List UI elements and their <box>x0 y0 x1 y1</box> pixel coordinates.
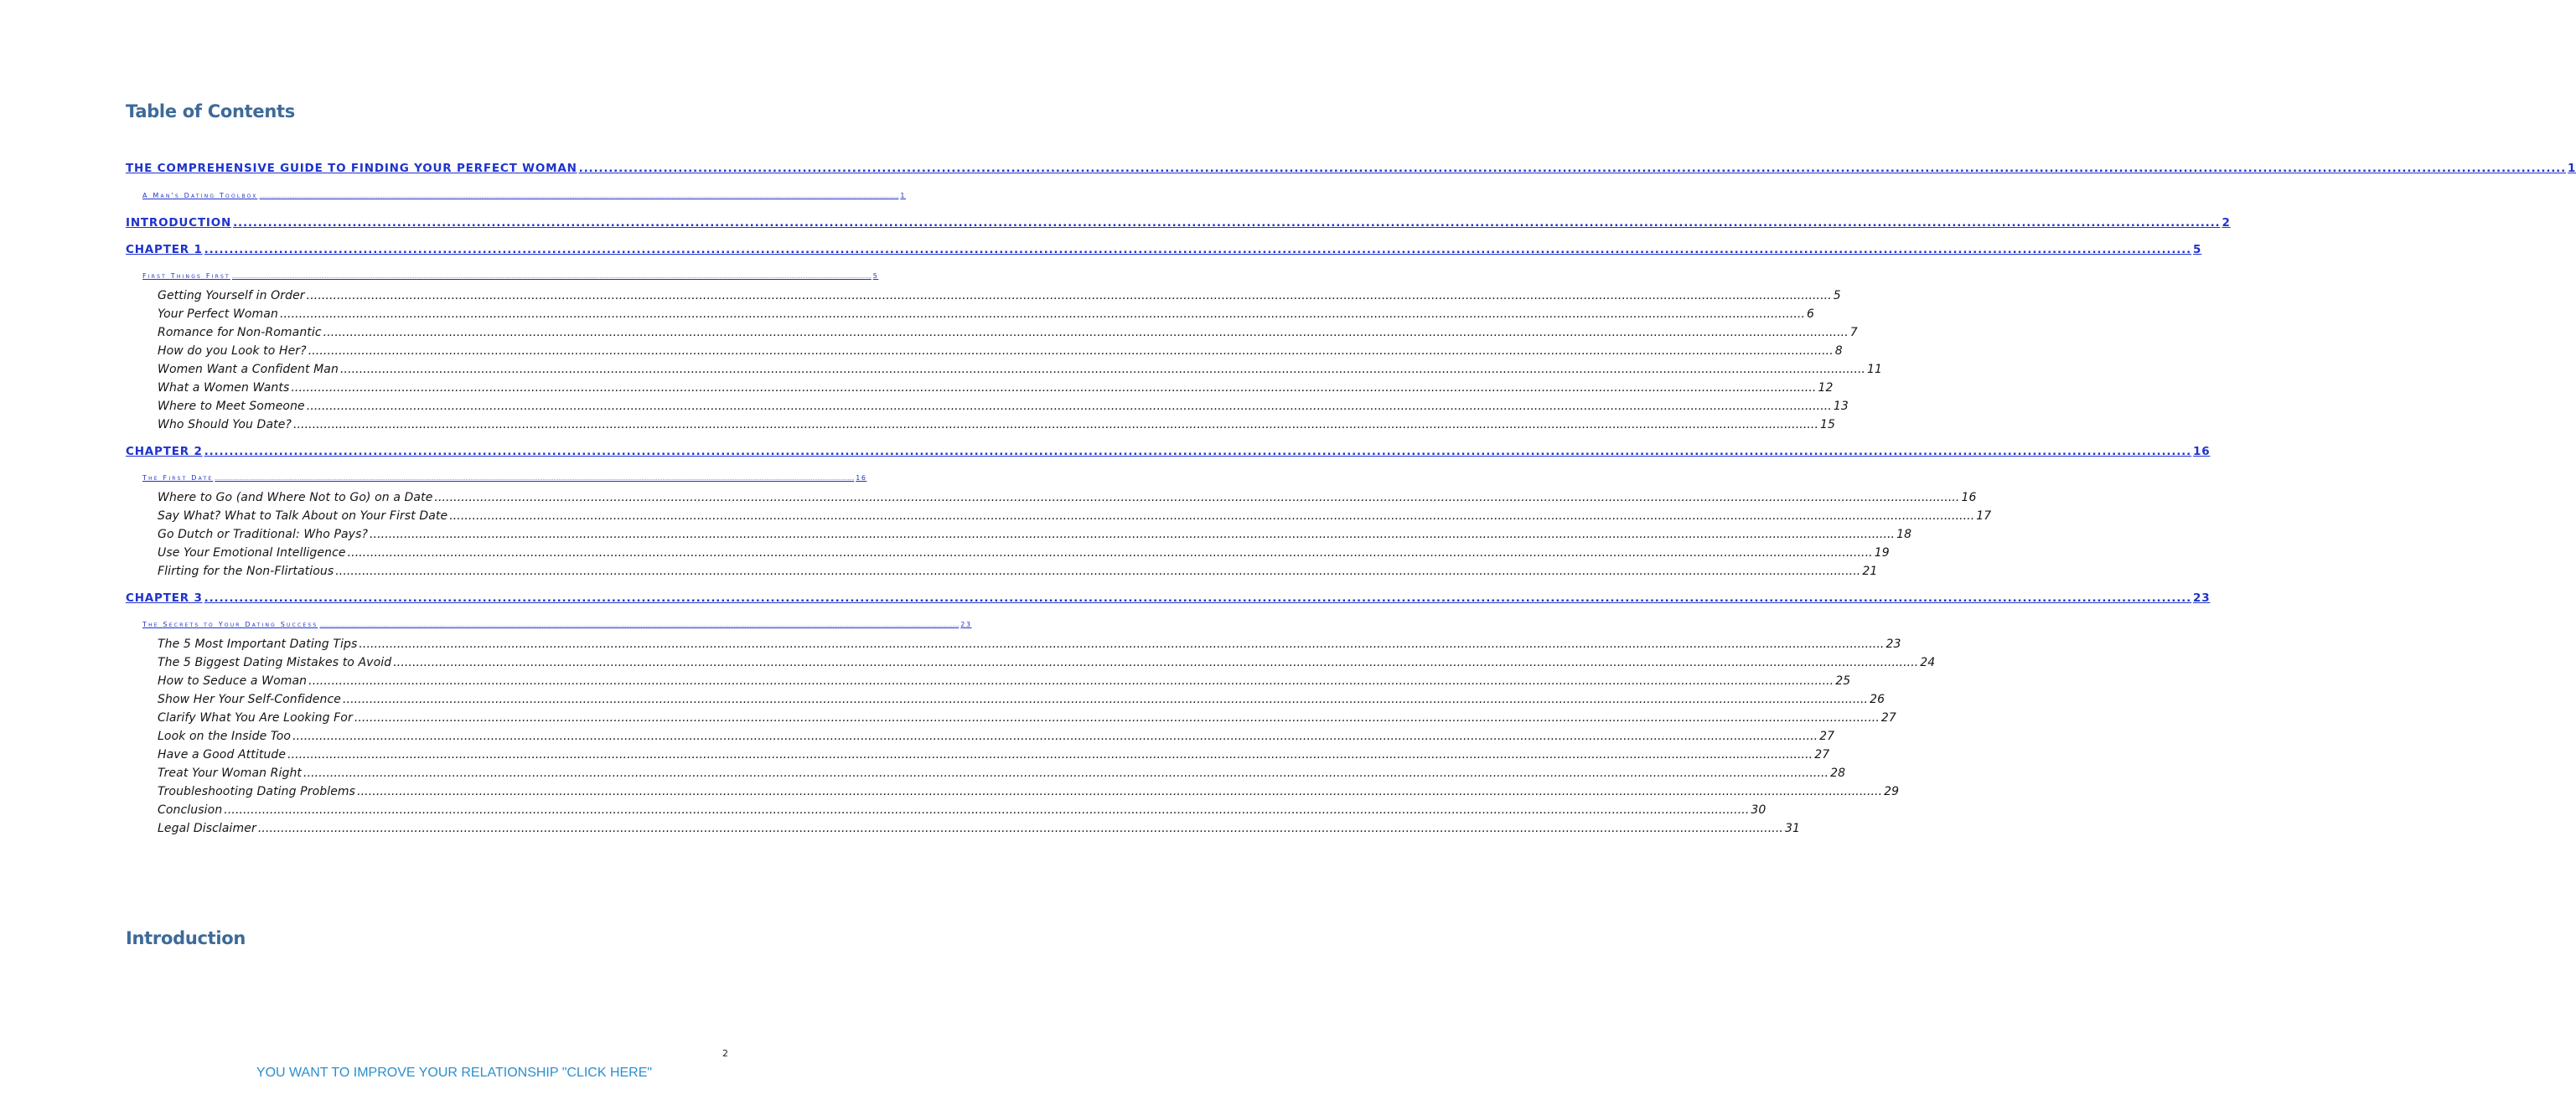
toc-dot-leader: ................................................................................................................................................................................................................................................................................................................................................................................................................ <box>308 674 1834 688</box>
toc-chapter-link[interactable] <box>126 243 2202 261</box>
toc-dot-leader: ................................................................................................................................................................................................................................................................................................................................................................................................................ <box>204 591 2192 605</box>
toc-dot-leader: ................................................................................................................................................................................................................................................................................................................................................................................................................ <box>335 565 1861 578</box>
toc-entry-title: Who Should You Date? <box>158 418 292 431</box>
toc-chapter-link[interactable] <box>126 216 2231 235</box>
toc-entry-page: 21 <box>1862 565 1878 578</box>
toc-subsection-entry <box>158 803 1766 820</box>
toc-entry-title: Show Her Your Self-Confidence <box>158 693 341 706</box>
toc-dot-leader: ................................................................................................................................................................................................................................................................................................................................................................................................................ <box>233 216 2221 230</box>
toc-entry-title: A Man's Dating Toolbox <box>142 192 258 199</box>
toc-subsection-entry <box>158 546 1890 563</box>
toc-entry-page: 7 <box>1849 326 1858 339</box>
toc-entry-page: 13 <box>1833 400 1849 413</box>
toc-section-link[interactable] <box>142 272 879 284</box>
toc-entry-page: 25 <box>1835 674 1851 688</box>
toc-dot-leader: ................................................................................................................................................................................................................................................................................................................................................................................................................ <box>292 418 1819 431</box>
toc-entry-page: 23 <box>1885 638 1901 651</box>
toc-entry-page: 1 <box>900 192 906 199</box>
toc-entry-title: How to Seduce a Woman <box>158 674 308 688</box>
toc-subsection-entry <box>158 638 1901 654</box>
toc-subsection-entry <box>158 767 1846 783</box>
toc-entry-title: Your Perfect Woman <box>158 307 278 321</box>
toc-dot-leader: ................................................................................................................................................................................................................................................................................................................................................................................................................ <box>215 476 855 482</box>
toc-dot-leader: ................................................................................................................................................................................................................................................................................................................................................................................................................ <box>306 289 1832 302</box>
toc-entry-page: 5 <box>2193 243 2202 256</box>
toc-entry-page: 28 <box>1830 767 1846 780</box>
toc-entry-title: Women Want a Confident Man <box>158 363 339 376</box>
toc-section-link[interactable] <box>142 621 972 632</box>
toc-dot-leader: ................................................................................................................................................................................................................................................................................................................................................................................................................ <box>342 693 1869 706</box>
toc-dot-leader: ................................................................................................................................................................................................................................................................................................................................................................................................................ <box>370 528 1896 541</box>
toc-dot-leader: ................................................................................................................................................................................................................................................................................................................................................................................................................ <box>357 785 1883 798</box>
toc-entry-title: Where to Meet Someone <box>158 400 305 413</box>
toc-dot-leader: ................................................................................................................................................................................................................................................................................................................................................................................................................ <box>359 638 1885 651</box>
toc-entry-page: 1 <box>2568 162 2576 175</box>
toc-entry-title: The 5 Most Important Dating Tips <box>158 638 358 651</box>
toc-subsection-entry <box>158 785 1900 802</box>
toc-entry-title: The First Date <box>142 474 214 482</box>
toc-dot-leader: ................................................................................................................................................................................................................................................................................................................................................................................................................ <box>287 748 1813 762</box>
toc-dot-leader: ................................................................................................................................................................................................................................................................................................................................................................................................................ <box>339 363 1866 376</box>
toc-section-link[interactable] <box>142 474 867 486</box>
toc-heading: Table of Contents <box>126 101 295 121</box>
toc-dot-leader: ................................................................................................................................................................................................................................................................................................................................................................................................................ <box>224 803 1750 817</box>
toc-entry-title: Use Your Emotional Intelligence <box>158 546 346 560</box>
toc-dot-leader: ................................................................................................................................................................................................................................................................................................................................................................................................................ <box>347 546 1873 560</box>
toc-subsection-entry <box>158 565 1878 581</box>
toc-entry-page: 12 <box>1818 381 1834 395</box>
toc-subsection-entry <box>158 674 1851 691</box>
toc-dot-leader: ................................................................................................................................................................................................................................................................................................................................................................................................................ <box>434 491 1960 504</box>
toc-subsection-entry <box>158 344 1843 361</box>
toc-subsection-entry <box>158 326 1858 343</box>
toc-entry-title: CHAPTER 2 <box>126 445 203 458</box>
toc-dot-leader: ................................................................................................................................................................................................................................................................................................................................................................................................................ <box>257 822 1783 835</box>
toc-entry-title: Say What? What to Talk About on Your First Date <box>158 509 448 523</box>
toc-entry-page: 11 <box>1867 363 1883 376</box>
toc-chapter-link[interactable] <box>126 591 2211 610</box>
toc-entry-page: 8 <box>1834 344 1843 358</box>
toc-chapter-link[interactable] <box>126 445 2211 463</box>
toc-entry-page: 18 <box>1896 528 1912 541</box>
toc-dot-leader: ................................................................................................................................................................................................................................................................................................................................................................................................................ <box>393 656 1919 669</box>
toc-entry-page: 2 <box>2222 216 2231 230</box>
toc-entry-title: Clarify What You Are Looking For <box>158 711 353 725</box>
toc-entry-page: 29 <box>1884 785 1900 798</box>
toc-subsection-entry <box>158 693 1885 710</box>
toc-entry-title: Look on the Inside Too <box>158 730 292 743</box>
toc-entry-page: 19 <box>1874 546 1890 560</box>
toc-entry-page: 16 <box>856 474 867 482</box>
toc-entry-title: INTRODUCTION <box>126 216 232 230</box>
toc-entry-page: 17 <box>1976 509 1992 523</box>
toc-entry-title: Go Dutch or Traditional: Who Pays? <box>158 528 368 541</box>
toc-entry-title: Troubleshooting Dating Problems <box>158 785 356 798</box>
toc-dot-leader: ................................................................................................................................................................................................................................................................................................................................................................................................................ <box>204 445 2192 458</box>
toc-entry-page: 31 <box>1784 822 1800 835</box>
toc-subsection-entry <box>158 528 1912 545</box>
footer-promo-link[interactable]: YOU WANT TO IMPROVE YOUR RELATIONSHIP "CLICK HERE" <box>256 1066 653 1080</box>
toc-dot-leader: ................................................................................................................................................................................................................................................................................................................................................................................................................ <box>308 344 1834 358</box>
toc-entry-page: 27 <box>1814 748 1830 762</box>
toc-entry-title: How do you Look to Her? <box>158 344 307 358</box>
toc-entry-page: 23 <box>2193 591 2211 605</box>
toc-entry-page: 6 <box>1807 307 1815 321</box>
toc-entry-title: Flirting for the Non-Flirtatious <box>158 565 334 578</box>
toc-entry-page: 15 <box>1820 418 1836 431</box>
toc-entry-page: 5 <box>1833 289 1841 302</box>
toc-dot-leader: ................................................................................................................................................................................................................................................................................................................................................................................................................ <box>303 767 1829 780</box>
toc-subsection-entry <box>158 748 1830 765</box>
toc-entry-title: Treat Your Woman Right <box>158 767 303 780</box>
toc-dot-leader: ................................................................................................................................................................................................................................................................................................................................................................................................................ <box>578 162 2567 175</box>
toc-dot-leader: ................................................................................................................................................................................................................................................................................................................................................................................................................ <box>291 381 1817 395</box>
toc-subsection-entry <box>158 491 1977 508</box>
toc-entry-title: What a Women Wants <box>158 381 290 395</box>
toc-subsection-entry <box>158 656 1936 673</box>
toc-subsection-entry <box>158 307 1815 324</box>
toc-entry-title: The Secrets to Your Dating Success <box>142 621 318 628</box>
toc-subsection-entry <box>158 418 1836 435</box>
toc-entry-title: Conclusion <box>158 803 223 817</box>
toc-subsection-entry <box>158 730 1835 746</box>
toc-dot-leader: ................................................................................................................................................................................................................................................................................................................................................................................................................ <box>231 274 872 280</box>
toc-entry-title: Getting Yourself in Order <box>158 289 305 302</box>
toc-dot-leader: ................................................................................................................................................................................................................................................................................................................................................................................................................ <box>306 400 1832 413</box>
toc-entry-title: CHAPTER 1 <box>126 243 203 256</box>
toc-entry-page: 23 <box>960 621 972 628</box>
toc-entry-title: Where to Go (and Where Not to Go) on a Date <box>158 491 433 504</box>
toc-subsection-entry <box>158 711 1896 728</box>
toc-subsection-entry <box>158 400 1849 416</box>
toc-entry-title: The 5 Biggest Dating Mistakes to Avoid <box>158 656 392 669</box>
toc-subsection-entry <box>158 289 1841 306</box>
toc-entry-page: 5 <box>872 272 879 280</box>
toc-dot-leader: ................................................................................................................................................................................................................................................................................................................................................................................................................ <box>259 194 899 199</box>
toc-dot-leader: ................................................................................................................................................................................................................................................................................................................................................................................................................ <box>319 622 960 628</box>
toc-entry-page: 16 <box>1961 491 1977 504</box>
toc-subsection-entry <box>158 363 1883 379</box>
toc-section-link[interactable] <box>142 192 906 204</box>
toc-dot-leader: ................................................................................................................................................................................................................................................................................................................................................................................................................ <box>279 307 1806 321</box>
toc-entry-page: 16 <box>2193 445 2211 458</box>
toc-entry-title: THE COMPREHENSIVE GUIDE TO FINDING YOUR PERFECT WOMAN <box>126 162 577 175</box>
toc-entry-page: 27 <box>1819 730 1835 743</box>
toc-subsection-entry <box>158 509 1992 526</box>
toc-subsection-entry <box>158 381 1834 398</box>
toc-entry-title: CHAPTER 3 <box>126 591 203 605</box>
toc-chapter-link[interactable] <box>126 162 2576 180</box>
toc-dot-leader: ................................................................................................................................................................................................................................................................................................................................................................................................................ <box>204 243 2192 256</box>
toc-dot-leader: ................................................................................................................................................................................................................................................................................................................................................................................................................ <box>449 509 1975 523</box>
toc-entry-title: First Things First <box>142 272 230 280</box>
toc-entry-page: 24 <box>1920 656 1936 669</box>
toc-entry-title: Have a Good Attitude <box>158 748 287 762</box>
toc-dot-leader: ................................................................................................................................................................................................................................................................................................................................................................................................................ <box>354 711 1880 725</box>
toc-subsection-entry <box>158 822 1800 839</box>
toc-dot-leader: ................................................................................................................................................................................................................................................................................................................................................................................................................ <box>323 326 1849 339</box>
toc-dot-leader: ................................................................................................................................................................................................................................................................................................................................................................................................................ <box>292 730 1818 743</box>
toc-entry-page: 30 <box>1751 803 1766 817</box>
page-number: 2 <box>722 1048 728 1059</box>
toc-entry-title: Legal Disclaimer <box>158 822 256 835</box>
toc-entry-page: 27 <box>1880 711 1896 725</box>
toc-entry-page: 26 <box>1870 693 1885 706</box>
introduction-heading: Introduction <box>126 928 246 948</box>
toc-entry-title: Romance for Non-Romantic <box>158 326 322 339</box>
